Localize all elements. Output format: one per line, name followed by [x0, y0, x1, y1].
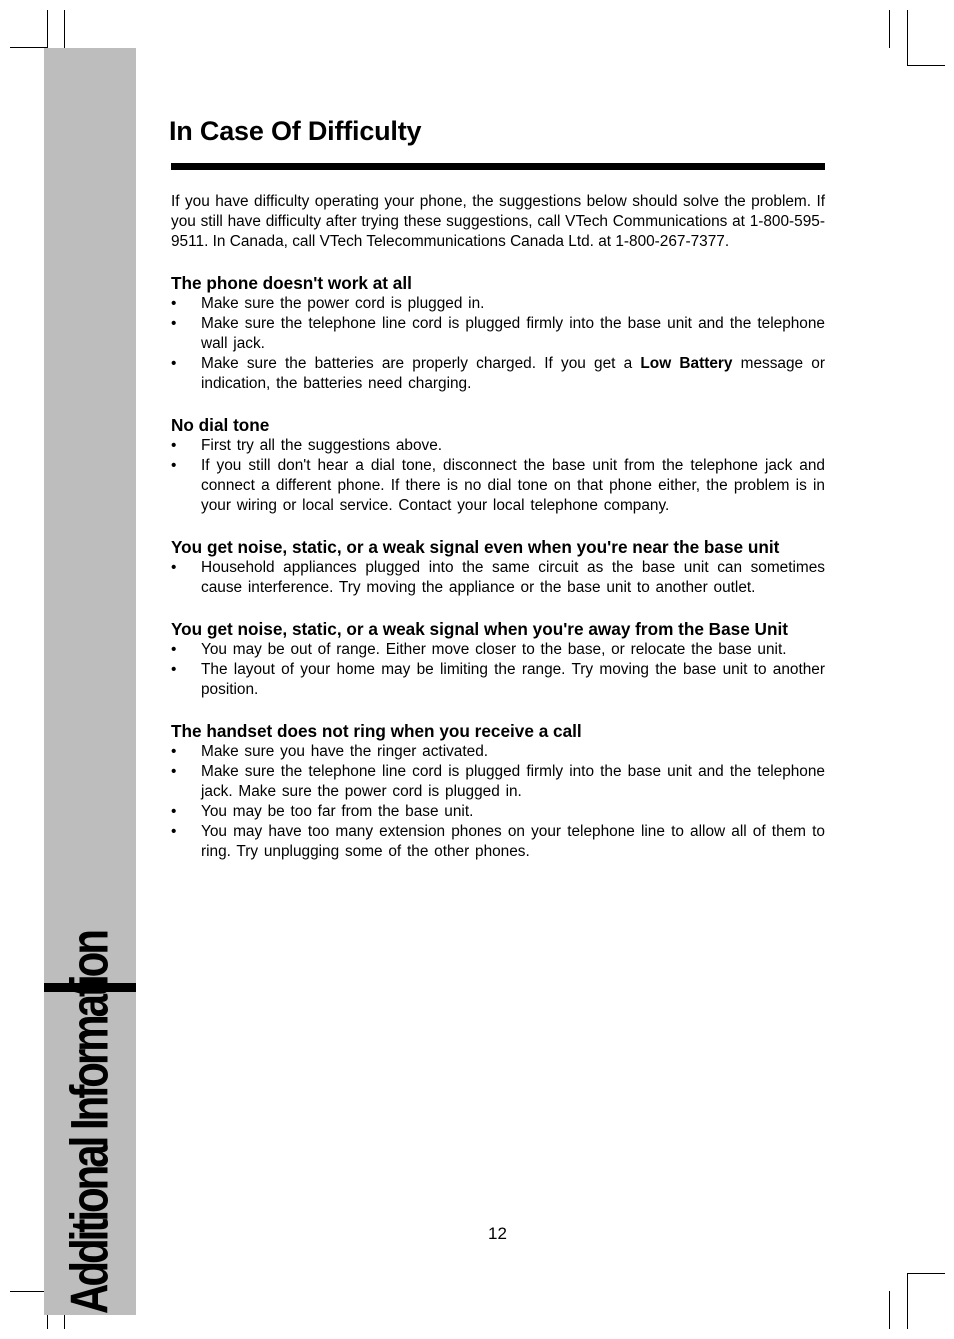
list-item-text: You may be too far from the base unit. [201, 803, 474, 820]
bullet-list [171, 742, 825, 862]
crop-mark [889, 10, 890, 48]
page-title: In Case Of Difficulty [169, 116, 422, 146]
bullet-icon: • [171, 803, 177, 820]
crop-mark [10, 47, 48, 48]
bullet-list [171, 558, 825, 598]
list-item [171, 354, 825, 394]
crop-mark [64, 10, 65, 48]
crop-mark [907, 1273, 908, 1329]
bullet-icon: • [171, 661, 177, 678]
section [171, 536, 825, 598]
list-item [171, 660, 825, 700]
list-item-text: The layout of your home may be limiting the range. Try moving the base unit to another position. [201, 661, 825, 698]
crop-mark [10, 1291, 48, 1292]
bullet-icon: • [171, 457, 177, 474]
bullet-icon: • [171, 437, 177, 454]
bullet-icon: • [171, 823, 177, 840]
section [171, 272, 825, 394]
section-heading: You get noise, static, or a weak signal even when you're near the base unit [171, 537, 780, 557]
bullet-icon: • [171, 743, 177, 760]
list-item-text: Make sure the telephone line cord is plugged firmly into the base unit and the telephone wall jack. [201, 315, 825, 352]
section-heading: No dial tone [171, 415, 270, 435]
list-item-text: Make sure the telephone line cord is plugged firmly into the base unit and the telephone jack. Make sure the power cord is plugged in. [201, 763, 825, 800]
section-heading: The handset does not ring when you receive a call [171, 721, 582, 741]
side-tab-label: Additional Information [60, 932, 119, 1314]
page-number: 12 [488, 1224, 507, 1243]
section-heading: You get noise, static, or a weak signal when you're away from the Base Unit [171, 619, 788, 639]
list-item [171, 456, 825, 516]
list-item-text: You may be out of range. Either move closer to the base, or relocate the base unit. [201, 641, 787, 658]
list-item [171, 294, 825, 314]
bullet-icon: • [171, 315, 177, 332]
list-item-text: Make sure the batteries are properly charged. If you get a [201, 355, 641, 372]
section [171, 618, 825, 700]
bullet-list [171, 436, 825, 516]
list-item-text: Make sure the power cord is plugged in. [201, 295, 485, 312]
crop-mark [907, 65, 945, 66]
list-item [171, 640, 825, 660]
list-item [171, 802, 825, 822]
section-heading: The phone doesn't work at all [171, 273, 412, 293]
intro-paragraph: If you have difficulty operating your phone, the suggestions below should solve the problem. If you still have difficulty after trying these suggestions, call VTech Communications at 1-800-595-9511. In Canada, call VTech Telecommunications Canada Ltd. at 1-800-267-7377. [171, 193, 825, 250]
list-item [171, 436, 825, 456]
section [171, 414, 825, 516]
title-rule [171, 163, 825, 170]
section [171, 720, 825, 862]
list-item [171, 822, 825, 862]
list-item [171, 742, 825, 762]
bullet-icon: • [171, 295, 177, 312]
emphasis-text: Low Battery [640, 355, 733, 372]
crop-mark [907, 1273, 945, 1274]
bullet-list [171, 640, 825, 700]
bullet-icon: • [171, 641, 177, 658]
bullet-list [171, 294, 825, 394]
list-item [171, 314, 825, 354]
list-item-text: Make sure you have the ringer activated. [201, 743, 489, 760]
bullet-icon: • [171, 763, 177, 780]
list-item-text: You may have too many extension phones on your telephone line to allow all of them to ring. Try unplugging some of the other phones. [201, 823, 825, 860]
troubleshooting-sections [171, 272, 825, 862]
bullet-icon: • [171, 355, 177, 372]
list-item [171, 762, 825, 802]
bullet-icon: • [171, 559, 177, 576]
main-content [171, 192, 825, 882]
list-item-text: First try all the suggestions above. [201, 437, 443, 454]
crop-mark [889, 1291, 890, 1329]
list-item-text: Household appliances plugged into the same circuit as the base unit can sometimes cause interference. Try moving the appliance or the base unit to another outlet. [201, 559, 825, 596]
crop-mark [907, 10, 908, 66]
list-item-text: If you still don't hear a dial tone, disconnect the base unit from the telephone jack and connect a different phone. If there is no dial tone on that phone either, the problem is in your wiring or local service. Contact your local telephone company. [201, 457, 825, 514]
list-item [171, 558, 825, 598]
crop-mark [47, 10, 48, 48]
list-item-text: message or indication, the batteries need charging. [201, 355, 825, 392]
